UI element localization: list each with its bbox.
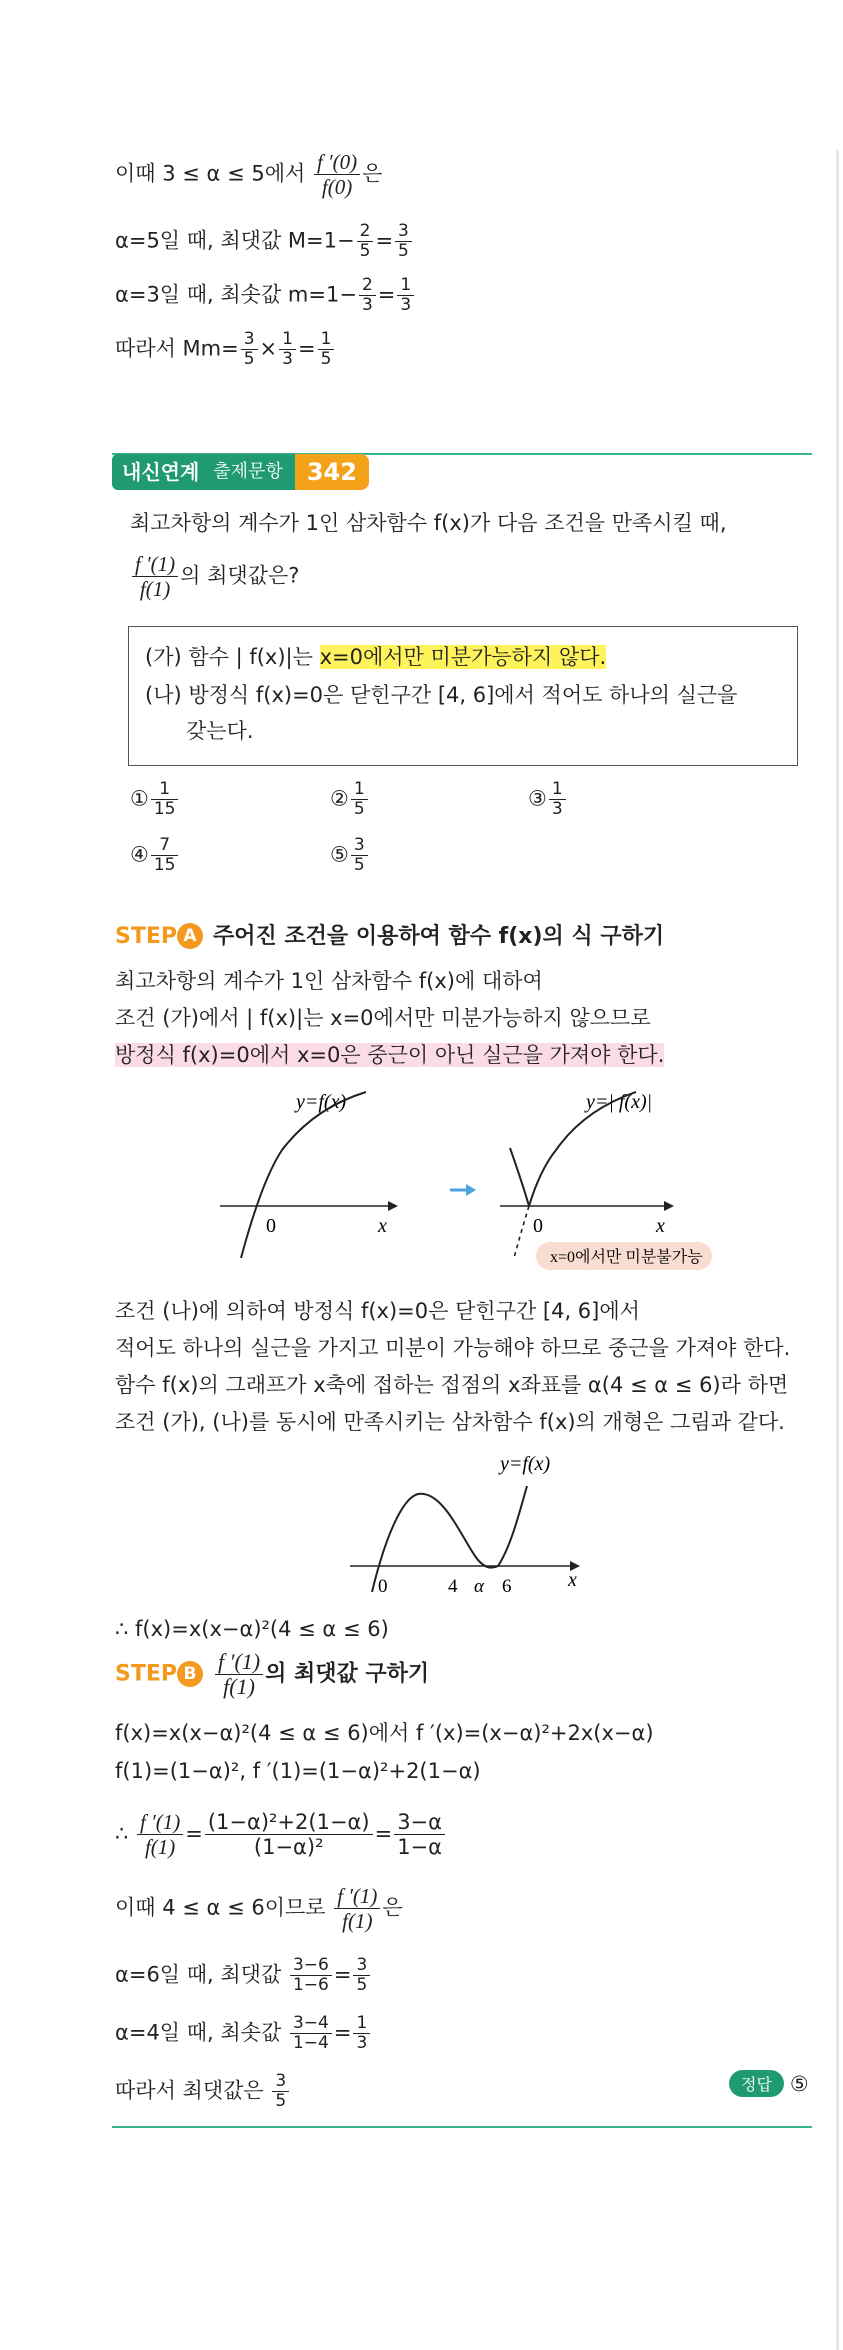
highlight: x=0에서만 미분가능하지 않다. bbox=[319, 645, 607, 669]
step-a-heading bbox=[115, 920, 664, 954]
numerator: (1−α)²+2(1−α) bbox=[205, 1810, 373, 1835]
step-title: 주어진 조건을 이용하여 함수 f(x)의 식 구하기 bbox=[213, 924, 665, 949]
fraction bbox=[151, 836, 179, 875]
choice-1[interactable] bbox=[130, 780, 180, 819]
fraction bbox=[359, 276, 376, 315]
step-a-line-7: 조건 (가), (나)를 동시에 만족시키는 삼차함수 f(x)의 개형은 그림과 같다. bbox=[115, 1410, 785, 1434]
problem-tag bbox=[112, 454, 369, 490]
choice-2[interactable] bbox=[330, 780, 370, 819]
left-x-axis-arrow bbox=[388, 1201, 398, 1211]
fraction bbox=[397, 276, 414, 315]
fraction bbox=[394, 1810, 445, 1859]
denominator: f(1) bbox=[342, 1909, 373, 1933]
fraction bbox=[241, 330, 258, 369]
text: 은 bbox=[382, 1895, 403, 1920]
left-graph-label: y=f(x) bbox=[296, 1091, 347, 1113]
step-title: 의 최댓값 구하기 bbox=[265, 1661, 430, 1687]
text: α=4일 때, 최솟값 bbox=[115, 2020, 288, 2045]
denominator: 5 bbox=[353, 855, 365, 875]
tick-4: 4 bbox=[448, 1576, 458, 1597]
numerator: 1 bbox=[279, 330, 296, 350]
numerator: f ′(1) bbox=[132, 552, 178, 577]
denominator: 1−α bbox=[397, 1835, 442, 1859]
denominator: 5 bbox=[243, 349, 255, 369]
numerator: 3−6 bbox=[290, 1956, 332, 1976]
step-label: STEP bbox=[115, 924, 178, 949]
numerator: 3 bbox=[241, 330, 258, 350]
numerator: f ′(0) bbox=[314, 150, 360, 175]
step-b-line-2: f(1)=(1−α)², f ′(1)=(1−α)²+2(1−α) bbox=[115, 1759, 481, 1783]
text: 따라서 Mm= bbox=[115, 336, 239, 361]
denominator: 3 bbox=[356, 2033, 368, 2053]
text: ∴ bbox=[115, 1821, 136, 1846]
denominator: 5 bbox=[359, 241, 371, 261]
page-edge-rule bbox=[836, 150, 839, 2350]
fraction bbox=[357, 222, 374, 261]
step-b-line-1: f(x)=x(x−α)²(4 ≤ α ≤ 6)에서 f ′(x)=(x−α)²+2x(x−α) bbox=[115, 1721, 654, 1745]
step-a-line-6: 함수 f(x)의 그래프가 x축에 접하는 접점의 x좌표를 α(4 ≤ α ≤ 6)라 하면 bbox=[115, 1373, 789, 1397]
step-letter: B bbox=[177, 1661, 203, 1687]
step-letter: A bbox=[177, 923, 203, 949]
numerator: 1 bbox=[397, 276, 414, 296]
condition-b-2: 갖는다. bbox=[186, 719, 254, 743]
step-a-line-3 bbox=[115, 1040, 664, 1070]
tick-0: 0 bbox=[378, 1576, 388, 1597]
numerator: 3 bbox=[353, 1956, 370, 1976]
numerator: 1 bbox=[353, 2014, 370, 2034]
denominator: 5 bbox=[320, 349, 332, 369]
numerator: 7 bbox=[151, 836, 179, 856]
step-a-line-5: 적어도 하나의 실근을 가지고 미분이 가능해야 하므로 중근을 가져야 한다. bbox=[115, 1336, 791, 1360]
numerator: f ′(1) bbox=[215, 1650, 263, 1675]
x-axis-label: x bbox=[568, 1569, 577, 1591]
graph-label: y=f(x) bbox=[500, 1453, 551, 1475]
step-label: STEP bbox=[115, 1661, 178, 1687]
choice-3[interactable] bbox=[528, 780, 568, 819]
numerator: 3−α bbox=[394, 1810, 445, 1835]
fraction bbox=[205, 1810, 373, 1859]
figure-cubic-shape bbox=[330, 1448, 610, 1598]
text: 의 최댓값은? bbox=[180, 563, 300, 588]
numerator: f ′(1) bbox=[334, 1884, 380, 1909]
numerator: 1 bbox=[151, 780, 179, 800]
right-reflected-curve bbox=[510, 1148, 529, 1206]
step-a-conclusion: ∴ f(x)=x(x−α)²(4 ≤ α ≤ 6) bbox=[115, 1617, 389, 1641]
denominator: 5 bbox=[356, 1975, 368, 1995]
denominator: f(1) bbox=[223, 1674, 255, 1699]
step-b-line-7 bbox=[115, 2072, 291, 2111]
prev-line-4 bbox=[115, 330, 336, 369]
fraction bbox=[272, 2072, 289, 2111]
text: 은 bbox=[362, 161, 383, 186]
tag-label: 내신연계 bbox=[112, 454, 209, 490]
denominator: 15 bbox=[153, 855, 176, 875]
problem-question-2 bbox=[130, 552, 299, 601]
choice-mark: ② bbox=[330, 786, 349, 811]
note-text: x=0에서만 미분불가능 bbox=[550, 1249, 703, 1266]
fraction bbox=[549, 780, 566, 819]
fraction bbox=[290, 1956, 332, 1995]
numerator: 1 bbox=[549, 780, 566, 800]
condition-b-1: (나) 방정식 f(x)=0은 닫힌구간 [4, 6]에서 적어도 하나의 실근을 bbox=[145, 683, 738, 707]
choice-5[interactable] bbox=[330, 836, 370, 875]
step-a-line-1: 최고차항의 계수가 1인 삼차함수 f(x)에 대하여 bbox=[115, 969, 543, 993]
prev-line-1 bbox=[115, 150, 382, 199]
denominator: (1−α)² bbox=[253, 1835, 324, 1859]
condition-a bbox=[145, 642, 606, 672]
fraction bbox=[290, 2014, 332, 2053]
answer-value: ⑤ bbox=[789, 2071, 809, 2096]
figure-root-behaviour bbox=[200, 1080, 760, 1280]
text: = bbox=[333, 1962, 352, 1987]
fraction bbox=[314, 150, 360, 199]
fraction bbox=[351, 780, 368, 819]
choice-mark: ③ bbox=[528, 786, 547, 811]
denominator: 1−6 bbox=[292, 1975, 329, 1995]
numerator: 2 bbox=[357, 222, 374, 242]
numerator: 3 bbox=[272, 2072, 289, 2092]
text: 이때 3 ≤ α ≤ 5에서 bbox=[115, 161, 312, 186]
fraction bbox=[318, 330, 335, 369]
fraction bbox=[334, 1884, 380, 1933]
denominator: 3 bbox=[400, 295, 412, 315]
numerator: 3−4 bbox=[290, 2014, 332, 2034]
step-b-line-3 bbox=[115, 1810, 447, 1859]
transform-arrow-head bbox=[466, 1184, 476, 1196]
choice-mark: ⑤ bbox=[330, 842, 349, 867]
text: α=5일 때, 최댓값 M=1− bbox=[115, 228, 355, 253]
left-origin-label: 0 bbox=[266, 1215, 276, 1237]
denominator: 3 bbox=[282, 349, 293, 369]
fraction bbox=[151, 780, 179, 819]
text: = bbox=[374, 1821, 393, 1846]
tag-sublabel: 출제문항 bbox=[209, 454, 295, 490]
text: 따라서 최댓값은 bbox=[115, 2078, 271, 2103]
numerator: 1 bbox=[318, 330, 335, 350]
prev-line-2 bbox=[115, 222, 414, 261]
problem-number: 342 bbox=[295, 454, 369, 490]
text: = bbox=[377, 282, 396, 307]
right-x-axis-arrow bbox=[664, 1201, 674, 1211]
fraction bbox=[353, 2014, 370, 2053]
choice-mark: ① bbox=[130, 786, 149, 811]
numerator: 3 bbox=[395, 222, 412, 242]
denominator: 15 bbox=[153, 799, 176, 819]
answer bbox=[729, 2070, 809, 2097]
left-x-label: x bbox=[378, 1215, 387, 1237]
step-b-heading bbox=[115, 1650, 429, 1699]
denominator: 5 bbox=[398, 241, 409, 261]
text: = bbox=[375, 228, 394, 253]
step-a-line-2: 조건 (가)에서 | f(x)|는 x=0에서만 미분가능하지 않으므로 bbox=[115, 1006, 651, 1030]
text: α=3일 때, 최솟값 m=1− bbox=[115, 282, 357, 307]
fraction bbox=[395, 222, 412, 261]
fraction bbox=[353, 1956, 370, 1995]
right-x-label: x bbox=[656, 1215, 665, 1237]
bottom-divider bbox=[112, 2126, 812, 2128]
fraction bbox=[132, 552, 178, 601]
tick-alpha: α bbox=[474, 1576, 484, 1597]
choice-mark: ④ bbox=[130, 842, 149, 867]
text: α=6일 때, 최댓값 bbox=[115, 1962, 288, 1987]
numerator: 3 bbox=[351, 836, 368, 856]
denominator: f(0) bbox=[321, 175, 353, 199]
text: = bbox=[333, 2020, 352, 2045]
right-dashed-curve bbox=[514, 1206, 529, 1258]
fraction bbox=[215, 1650, 263, 1699]
denominator: f(1) bbox=[139, 577, 171, 601]
right-origin-label: 0 bbox=[533, 1215, 543, 1237]
text: = bbox=[185, 1821, 203, 1846]
tick-6: 6 bbox=[502, 1576, 512, 1597]
numerator: 1 bbox=[351, 780, 368, 800]
denominator: 1−4 bbox=[292, 2033, 329, 2053]
right-graph-label: y=| f(x)| bbox=[586, 1091, 653, 1113]
fraction bbox=[351, 836, 368, 875]
prev-line-3 bbox=[115, 276, 416, 315]
problem-question-1: 최고차항의 계수가 1인 삼차함수 f(x)가 다음 조건을 만족시킬 때, bbox=[130, 511, 727, 535]
step-a-line-4: 조건 (나)에 의하여 방정식 f(x)=0은 닫힌구간 [4, 6]에서 bbox=[115, 1299, 640, 1323]
choice-4[interactable] bbox=[130, 836, 180, 875]
denominator: 3 bbox=[361, 295, 373, 315]
denominator: f(1) bbox=[144, 1835, 176, 1859]
numerator: f ′(1) bbox=[137, 1810, 183, 1835]
step-b-line-4 bbox=[115, 1884, 403, 1933]
text: 이때 4 ≤ α ≤ 6이므로 bbox=[115, 1895, 333, 1920]
step-b-line-5 bbox=[115, 1956, 372, 1995]
denominator: 5 bbox=[275, 2091, 287, 2111]
denominator: 3 bbox=[551, 799, 563, 819]
text: × bbox=[259, 336, 278, 361]
text: = bbox=[297, 336, 316, 361]
highlight: 방정식 f(x)=0에서 x=0은 중근이 아닌 실근을 가져야 한다. bbox=[115, 1043, 665, 1067]
denominator: 5 bbox=[353, 799, 365, 819]
left-curve bbox=[241, 1092, 366, 1258]
numerator: 2 bbox=[359, 276, 376, 296]
text: (가) 함수 | f(x)|는 bbox=[145, 645, 320, 669]
fraction bbox=[279, 330, 296, 369]
step-b-line-6 bbox=[115, 2014, 372, 2053]
answer-badge: 정답 bbox=[729, 2070, 784, 2097]
fraction bbox=[137, 1810, 183, 1859]
